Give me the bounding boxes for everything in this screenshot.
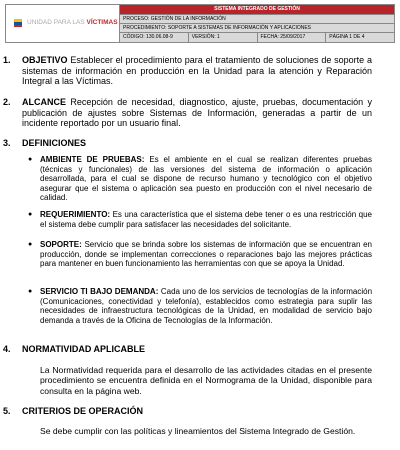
logo-text (27, 19, 118, 26)
section-number: 3. (3, 138, 11, 148)
definition-term: SERVICIO TI BAJO DEMANDA: (40, 287, 159, 296)
definition-term: SOPORTE: (40, 240, 82, 249)
procedure-label: PROCEDIMIENTO: SOPORTE A SISTEMAS DE INFORMACIÓN Y APLICACIONES (120, 23, 394, 32)
bullet-icon: ● (28, 241, 33, 248)
logo-text-part2: VÍCTIMAS (86, 19, 118, 26)
definition-text: Es el ambiente en el cual se realizan diferentes pruebas (técnicas y funcionales) de las versiones del sistema de información o aplicación desarrollada, para el cual se dispone de recurso humano y tecnológico con el objetivo asegurar que el sistema o aplicación sea puesto en producción con el nivel necesario de calidad. (40, 155, 372, 202)
section-alcance (3, 97, 372, 129)
date-label: FECHA: 25/09/2017 (258, 33, 327, 42)
normatividad-text: La Normatividad requerida para el desarrollo de las actividades citadas en el presente procedimiento se encuentra definida en el Normograma de la Unidad, disponible para consulta en la página web. (40, 365, 372, 396)
shield-icon (13, 18, 23, 28)
document-header (5, 4, 395, 43)
definition-item (28, 287, 373, 325)
bullet-icon: ● (28, 288, 33, 295)
definition-item (28, 240, 372, 269)
bullet-icon: ● (28, 211, 33, 218)
definition-text: Es una característica que el sistema debe tener o es una restricción que el sistema debe cumplir para satisfacer las necesidades del solicitante. (40, 210, 372, 229)
definition-term: AMBIENTE DE PRUEBAS: (40, 155, 145, 164)
section-number: 5. (3, 406, 11, 416)
definition-item (28, 210, 372, 229)
section-title: ALCANCE (22, 97, 66, 107)
definition-term: REQUERIMIENTO: (40, 210, 111, 219)
section-number: 4. (3, 344, 11, 354)
section-criterios (3, 406, 144, 416)
process-label: PROCESO: GESTIÓN DE LA INFORMACIÓN (120, 14, 394, 23)
section-definiciones (3, 138, 87, 148)
section-text: Recepción de necesidad, diagnostico, ajuste, pruebas, documentación y publicación de ajustes sobre Sistemas de Información, generadas a partir de un incidente reportado por un usuario final. (22, 97, 372, 129)
section-normatividad (3, 344, 145, 354)
bullet-icon: ● (28, 156, 33, 163)
section-title: OBJETIVO (22, 55, 68, 65)
section-objetivo (3, 55, 372, 87)
meta-row (120, 32, 394, 42)
system-title: SISTEMA INTEGRADO DE GESTIÓN (120, 5, 394, 14)
definition-item (28, 155, 372, 203)
section-title: DEFINICIONES (22, 138, 87, 148)
section-title: NORMATIVIDAD APLICABLE (22, 344, 145, 354)
version-label: VERSIÓN: 1 (189, 33, 258, 42)
section-title: CRITERIOS DE OPERACIÓN (22, 406, 144, 416)
definition-text: Cada uno de los servicios de tecnologías de la información (Comunicaciones, conectividad y telefonía), establecidos como estrategia para suplir las necesidades de infraestructura tecnológicas de la Unidad, en modalidad de servicio bajo demanda a través de la Oficina de Tecnologías de la Información. (40, 287, 373, 325)
section-text: Establecer el procedimiento para el tratamiento de soluciones de soporte a sistemas de información en producción en la Unidad para la atención y Reparación Integral a las Víctimas. (22, 55, 372, 87)
criterios-text: Se debe cumplir con las políticas y lineamientos del Sistema Integrado de Gestión. (40, 426, 356, 436)
code-label: CÓDIGO: 130.06.08-9 (120, 33, 189, 42)
logo (6, 5, 120, 42)
logo-text-part1: UNIDAD PARA LAS (27, 19, 85, 26)
section-number: 1. (3, 55, 11, 65)
section-number: 2. (3, 97, 11, 107)
definition-text: Servicio que se brinda sobre los sistemas de información que se encuentran en producción, donde se implementan correcciones o reparaciones bajo las mejores prácticas para mantener en buen funcionamiento las herramientas con que se apoya la Unidad. (40, 240, 372, 268)
page-label: PÁGINA 1 DE 4 (329, 34, 365, 40)
